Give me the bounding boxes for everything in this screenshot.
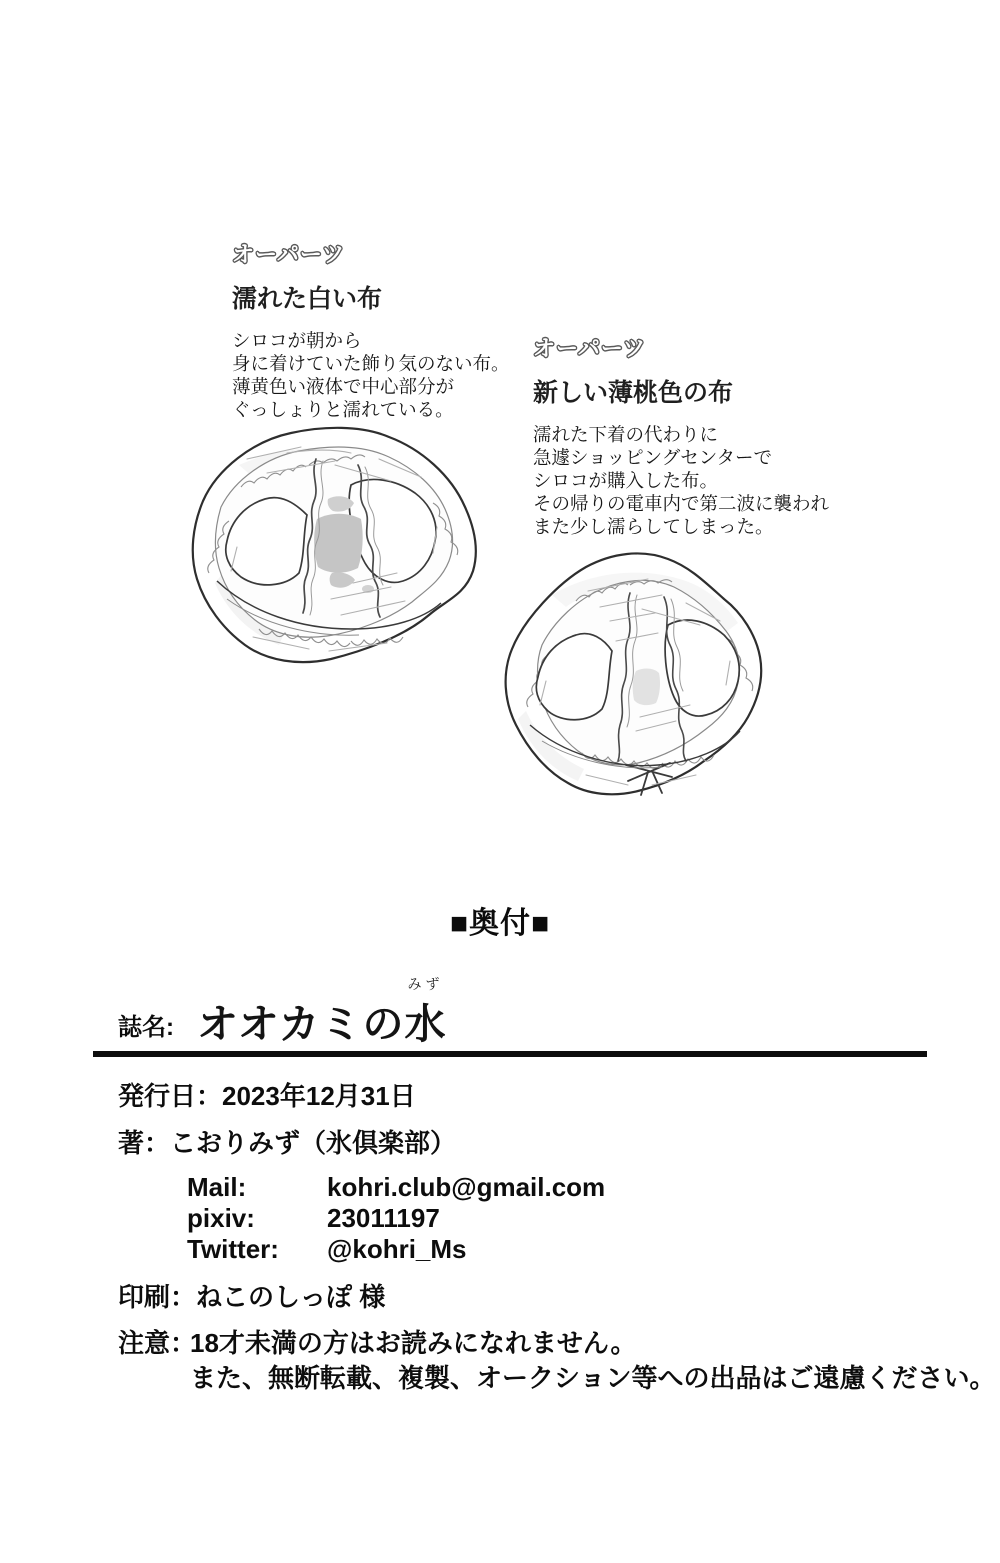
twitter-value: @kohri_Ms <box>327 1234 467 1264</box>
printer-label: 印刷： <box>118 1282 197 1312</box>
item-name: 新しい薄桃色の布 <box>533 379 734 407</box>
publish-date-label: 発行日： <box>118 1081 223 1111</box>
item-rarity-label: オーパーツ <box>533 336 647 361</box>
mail-value: kohri.club@gmail.com <box>327 1172 606 1202</box>
notice-line-2: また、無断転載、複製、オークション等への出品はご遠慮ください。 <box>190 1363 996 1393</box>
author-label: 著： <box>118 1128 171 1158</box>
contact-row-mail <box>187 1172 605 1203</box>
item-card-wet-white-cloth <box>232 238 510 421</box>
furigana-text: みず <box>407 976 444 992</box>
author-row <box>118 1128 456 1159</box>
item-description-line: 急遽ショッピングセンターで <box>533 447 773 468</box>
mail-label: Mail: <box>187 1172 247 1202</box>
item-description-line: シロコが朝から <box>232 330 362 351</box>
contact-row-pixiv <box>187 1203 605 1234</box>
notice-row <box>118 1328 636 1359</box>
item-description-line: その帰りの電車内で第二波に襲われ <box>533 493 830 514</box>
item-rarity-label: オーパーツ <box>232 242 346 267</box>
new-pink-cloth-illustration-icon <box>490 551 770 811</box>
booklet-title-ruby-base: 水 <box>404 1001 447 1047</box>
booklet-title-head: オオカミの <box>197 1001 405 1047</box>
pixiv-value: 23011197 <box>327 1203 440 1233</box>
item-name: 濡れた白い布 <box>232 285 383 313</box>
printer-value: ねこのしっぽ 様 <box>196 1282 386 1312</box>
booklet-title-label: 誌名: <box>118 1014 174 1041</box>
item-description-line: シロコが購入した布。 <box>533 470 719 491</box>
item-description-line: また少し濡らしてしまった。 <box>533 516 774 537</box>
colophon-heading: ■奥付■ <box>449 907 551 940</box>
item-card-new-pink-cloth <box>533 332 829 538</box>
item-description-line: 薄黄色い液体で中心部分が <box>232 376 455 397</box>
notice-label: 注意： <box>118 1328 197 1358</box>
item-description-line: 濡れた下着の代わりに <box>533 424 719 445</box>
contact-row-twitter <box>187 1234 605 1265</box>
item-description-line: 身に着けていた飾り気のない布。 <box>232 353 510 374</box>
pixiv-label: pixiv: <box>187 1203 255 1233</box>
wet-white-cloth-illustration-icon <box>183 423 483 668</box>
twitter-label: Twitter: <box>187 1234 279 1264</box>
contact-list <box>187 1172 605 1265</box>
item-description <box>232 329 510 421</box>
publish-date-row <box>118 1081 416 1112</box>
publish-date-value: 2023年12月31日 <box>222 1081 416 1111</box>
booklet-title <box>197 976 447 1050</box>
divider-rule <box>93 1051 927 1057</box>
printer-row <box>118 1282 385 1313</box>
author-value: こおりみず（氷倶楽部） <box>170 1128 457 1158</box>
item-description-line: ぐっしょりと濡れている。 <box>232 399 454 420</box>
item-description <box>533 423 829 538</box>
notice-line-1: 18才未満の方はお読みになれません。 <box>190 1328 637 1358</box>
